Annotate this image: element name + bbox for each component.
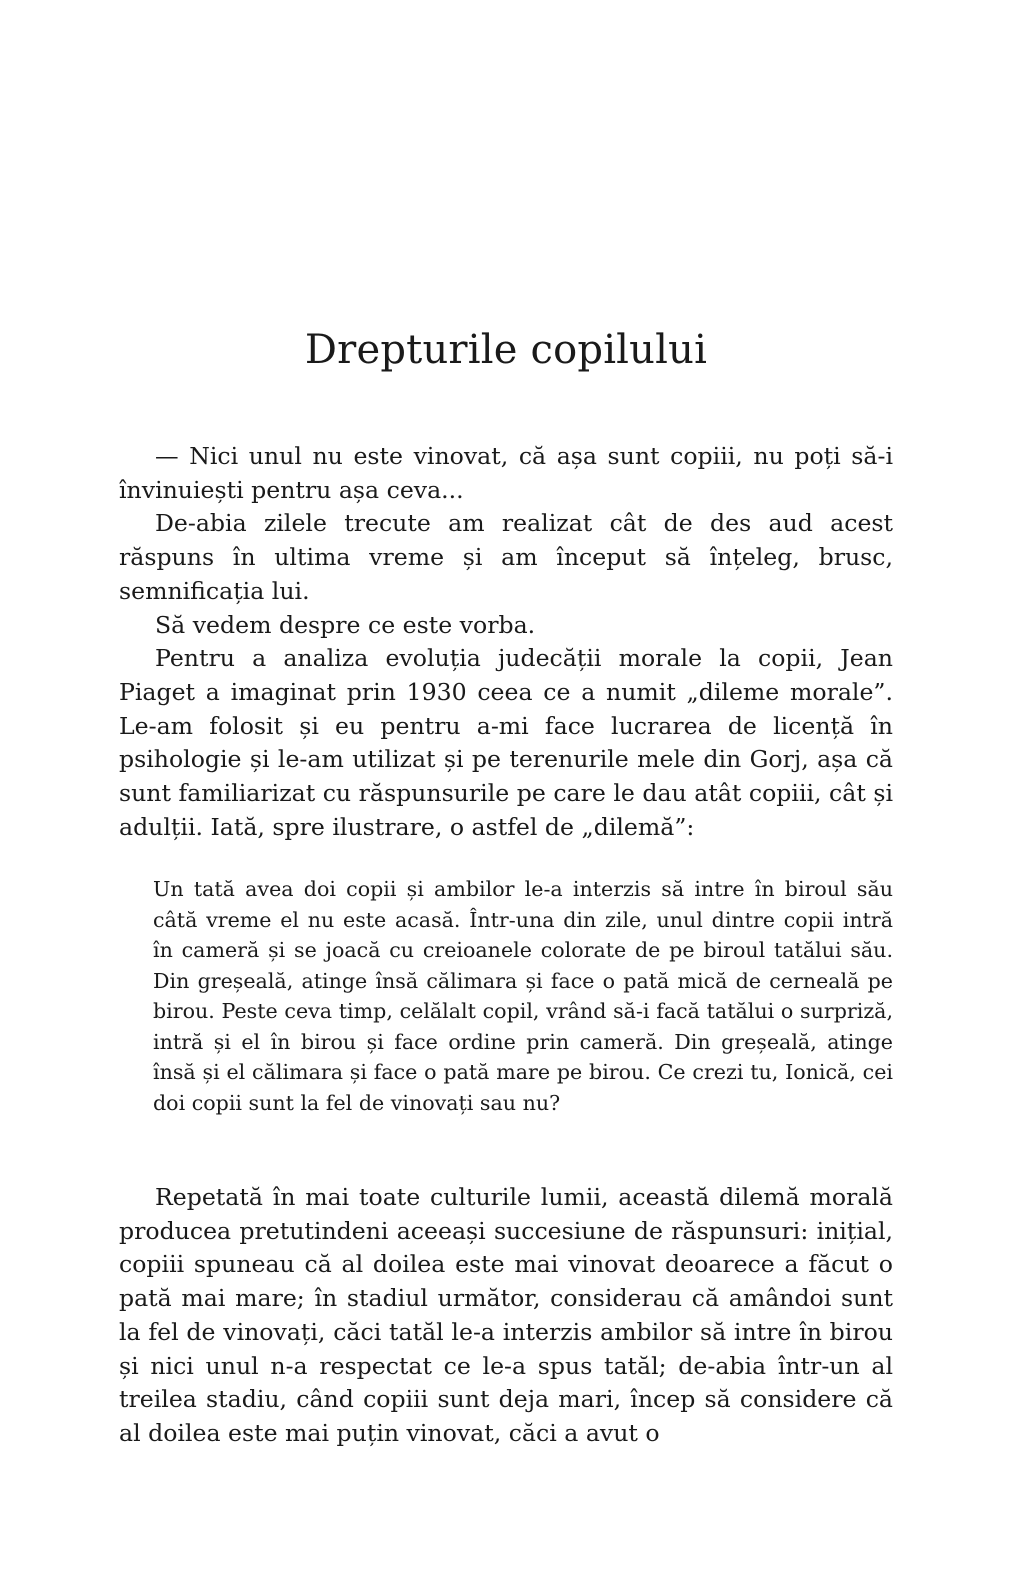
conclusion-section (119, 1181, 893, 1451)
intro-section (119, 440, 893, 844)
paragraph-conclusion: Repetată în mai toate culturile lumii, această dilemă morală producea pretutindeni aceeași succesiune de răspunsuri: inițial, copiii spuneau că al doilea este mai vinovat deoarece a făcut o pată mai mare; în stadiul următor, considerau că amândoi sunt la fel de vinovați, căci tatăl le-a interzis ambilor să intre în birou și nici unul n-a respectat ce le-a spus tatăl; de-abia într-un al treilea stadiu, când copiii sunt deja mari, încep să considere că al doilea este mai puțin vinovat, căci a avut o (119, 1183, 893, 1447)
paragraph-dialogue: — Nici unul nu este vinovat, că așa sunt copiii, nu poți să-i învinuiești pentru așa ceva... (119, 442, 893, 504)
paragraph-piaget: Pentru a analiza evoluția judecății morale la copii, Jean Piaget a imaginat prin 1930 ceea ce a numit „dileme morale”. Le-am folosit și eu pentru a-mi face lucrarea de licență în psihologie și le-am utilizat și pe terenurile mele din Gorj, așa că sunt familiarizat cu răspunsurile pe care le dau atât copiii, cât și adulții. Iată, spre ilustrare, o astfel de „dilemă”: (119, 644, 893, 841)
paragraph-transition: Să vedem despre ce este vorba. (155, 610, 536, 639)
chapter-title: Drepturile copilului (304, 327, 708, 373)
paragraph-realization: De-abia zilele trecute am realizat cât de des aud acest răspuns în ultima vreme și am început să înțeleg, brusc, semnificația lui. (119, 509, 893, 605)
dilemma-quote: Un tată avea doi copii și ambilor le-a interzis să intre în biroul său câtă vreme el nu este acasă. Într-una din zile, unul dintre copii intră în cameră și se joacă cu creioanele colorate de pe biroul tatălui său. Din greșeală, atinge însă călimara și face o pată mică de cerneală pe birou. Peste ceva timp, celălalt copil, vrând să-i facă tatălui o surpriză, intră și el în birou și face ordine prin cameră. Din greșeală, atinge însă și el călimara și face o pată mare pe birou. Ce crezi tu, Ionică, cei doi copii sunt la fel de vinovați sau nu? (153, 877, 893, 1115)
